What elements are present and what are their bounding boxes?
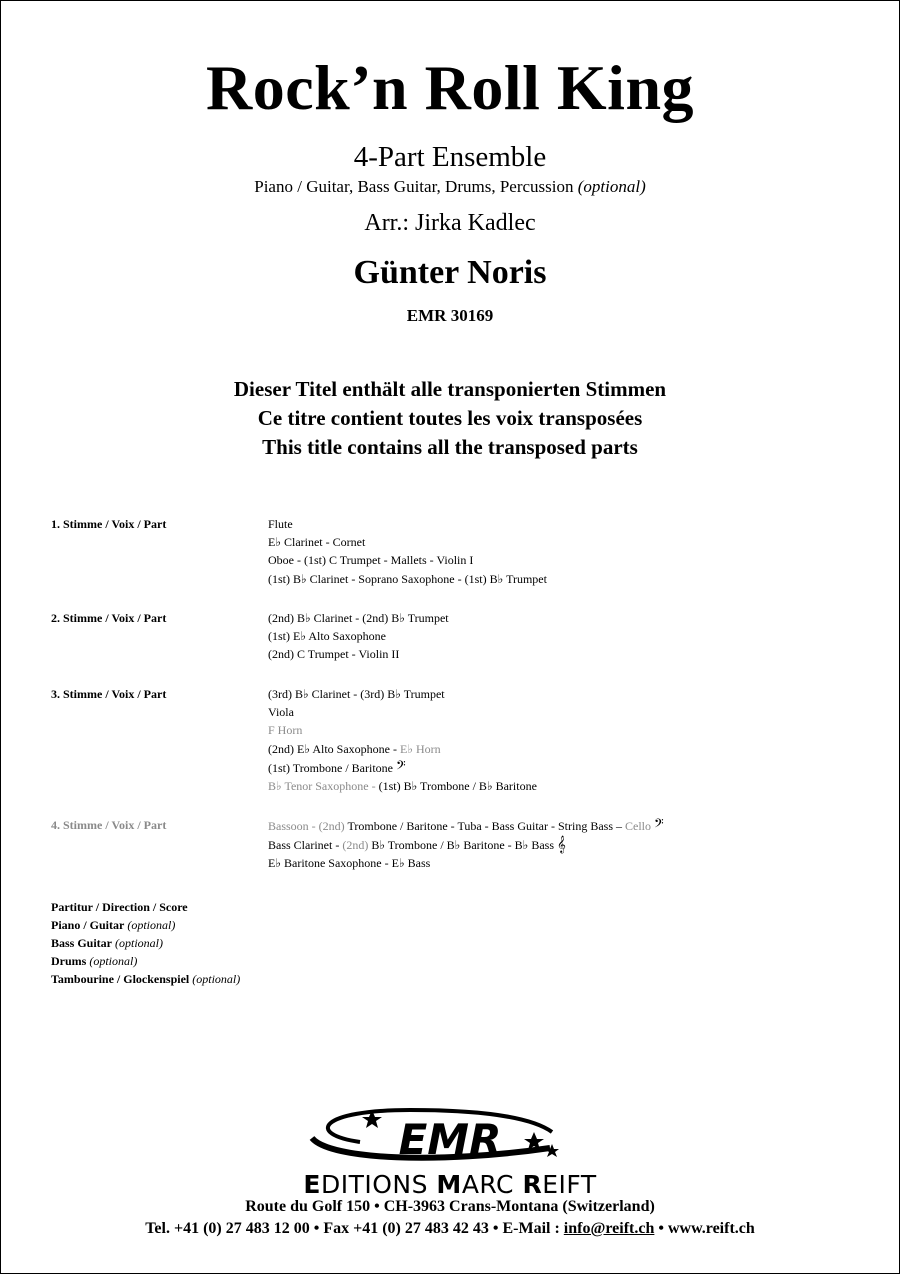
extra-name: Piano / Guitar (51, 918, 125, 932)
notice-german: Dieser Titel enthält alle transponierten Stimmen (233, 377, 667, 401)
ensemble-subtitle: 4-Part Ensemble (353, 141, 547, 173)
list-item: (3rd) B♭ Clarinet - (3rd) B♭ Trumpet (268, 687, 445, 701)
publisher-initial: R (522, 1170, 543, 1199)
extra-name: Partitur / Direction / Score (51, 900, 188, 914)
part-3-instruments (268, 685, 537, 795)
contact-phone-fax: Tel. +41 (0) 27 483 12 00 • Fax +41 (0) 27 483 42 43 • E-Mail : (145, 1220, 564, 1237)
extra-name: Drums (51, 954, 87, 968)
logo-text: EMR (398, 1115, 502, 1164)
list-item (268, 816, 664, 835)
part-1-instruments (268, 515, 547, 588)
composer: Günter Noris (353, 254, 547, 291)
notice-english: This title contains all the transposed parts (262, 435, 638, 459)
list-item (268, 758, 537, 777)
publisher-initial: E (303, 1170, 321, 1199)
bass-clef-icon: 𝄢 (654, 816, 664, 834)
emr-logo (300, 1102, 600, 1174)
list-item-text: (1st) Trombone / Baritone (268, 760, 396, 775)
list-item (51, 898, 240, 916)
list-item: (1st) E♭ Alto Saxophone (268, 629, 386, 644)
list-item: Flute (268, 517, 293, 531)
part-1-label: 1. Stimme / Voix / Part (51, 517, 167, 531)
extra-name: Tambourine / Glockenspiel (51, 972, 190, 986)
list-item-text: (2nd) E♭ Alto Saxophone - (268, 741, 400, 756)
part-3-label: 3. Stimme / Voix / Part (51, 687, 167, 701)
extra-note: (optional) (89, 954, 138, 968)
list-item: F Horn (268, 723, 303, 738)
piece-title: Rock’n Roll King (205, 52, 695, 123)
extra-name: Bass Guitar (51, 936, 113, 950)
list-item-text: B♭ Trombone / B♭ Baritone - B♭ Bass (371, 838, 557, 853)
list-item: E♭ Baritone Saxophone - E♭ Bass (268, 856, 431, 871)
list-item-text-grey: (2nd) (342, 838, 372, 853)
list-item-text-grey: B♭ Tenor Saxophone - (268, 779, 379, 794)
notice-french: Ce titre contient toutes les voix transposées (257, 406, 643, 430)
list-item-text-grey: E♭ Horn (399, 741, 441, 756)
list-item: (2nd) B♭ Clarinet - (2nd) B♭ Trumpet (268, 611, 449, 625)
extra-note: (optional) (115, 936, 164, 950)
publisher-initial: M (436, 1170, 462, 1199)
list-item-text-grey: Bassoon - (2nd) (268, 819, 348, 833)
part-4-instruments (268, 816, 664, 873)
arranger: Arr.: Jirka Kadlec (364, 210, 536, 236)
list-item (51, 934, 240, 952)
publisher-word: EIFT (542, 1170, 597, 1199)
instrumentation-line (0, 177, 900, 197)
list-item (51, 952, 240, 970)
publisher-word: ARC (461, 1170, 523, 1199)
list-item-text-grey: Cello (625, 819, 655, 833)
email-link[interactable]: info@reift.ch (563, 1220, 655, 1237)
list-item: Viola (268, 705, 294, 720)
publisher-name (0, 1170, 900, 1200)
publisher-word: DITIONS (320, 1170, 437, 1199)
list-item (268, 835, 664, 854)
instrumentation-text: Piano / Guitar, Bass Guitar, Drums, Percussion (254, 177, 574, 196)
list-item: (1st) B♭ Clarinet - Soprano Saxophone - (1st) B♭ Trumpet (268, 571, 547, 586)
list-item (51, 970, 240, 988)
extra-note: (optional) (127, 918, 176, 932)
part-2-instruments (268, 609, 449, 664)
list-item-text: Trombone / Baritone - Tuba - Bass Guitar - String Bass – (347, 819, 626, 833)
instrumentation-optional: (optional) (577, 177, 646, 196)
treble-clef-icon: 𝄞 (557, 835, 566, 854)
part-4-label: 4. Stimme / Voix / Part (51, 818, 167, 832)
website[interactable]: • www.reift.ch (654, 1220, 755, 1237)
publisher-contact (0, 1219, 900, 1239)
publisher-address: Route du Golf 150 • CH-3963 Crans-Montana (Switzerland) (245, 1198, 655, 1215)
list-item-text: (1st) B♭ Trombone / B♭ Baritone (378, 779, 537, 794)
list-item: E♭ Clarinet - Cornet (268, 535, 366, 550)
list-item (51, 916, 240, 934)
list-item-text: Bass Clarinet - (268, 838, 343, 853)
list-item: (2nd) C Trumpet - Violin II (268, 647, 400, 662)
list-item (268, 777, 537, 795)
list-item: Oboe - (1st) C Trumpet - Mallets - Violin I (268, 553, 474, 568)
bass-clef-icon: 𝄢 (396, 757, 406, 776)
additional-parts (51, 898, 240, 988)
extra-note: (optional) (192, 972, 241, 986)
list-item (268, 740, 537, 758)
catalog-number: EMR 30169 (406, 306, 494, 325)
part-2-label: 2. Stimme / Voix / Part (51, 611, 167, 625)
